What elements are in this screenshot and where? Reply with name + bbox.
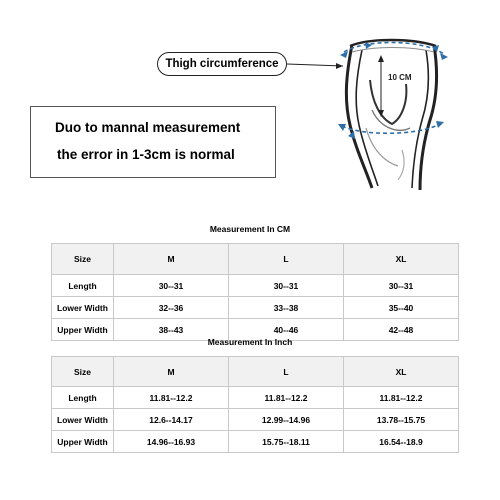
table-row xyxy=(52,275,459,297)
table-row xyxy=(52,409,459,431)
table-inch-title: Measurement In Inch xyxy=(207,337,293,347)
table-cell: 32--36 xyxy=(114,297,229,319)
table-row xyxy=(52,297,459,319)
table-cell: 11.81--12.2 xyxy=(114,387,229,409)
row-label: Lower Width xyxy=(52,409,114,431)
dimension-label: 10 CM xyxy=(388,73,412,82)
table-cell: 11.81--12.2 xyxy=(229,387,344,409)
dimension-arrow-top xyxy=(378,55,384,62)
row-label: Upper Width xyxy=(52,431,114,453)
header-m: M xyxy=(114,357,229,387)
table-cell: 14.96--16.93 xyxy=(114,431,229,453)
top-arrowhead-left xyxy=(340,51,348,58)
table-row xyxy=(52,387,459,409)
header-m: M xyxy=(114,244,229,275)
table-header-row xyxy=(52,357,459,387)
table-cell: 30--31 xyxy=(344,275,459,297)
table-cm-title: Measurement In CM xyxy=(209,224,291,234)
header-size: Size xyxy=(52,357,114,387)
row-label: Length xyxy=(52,387,114,409)
table-cell: 42--48 xyxy=(344,319,459,341)
note-line-1: Duo to mannal measurement xyxy=(55,120,241,135)
size-table-cm xyxy=(51,243,459,341)
table-cell: 15.75--18.11 xyxy=(229,431,344,453)
header-l: L xyxy=(229,244,344,275)
size-table-inch xyxy=(51,356,459,453)
note-line-2: the error in 1-3cm is normal xyxy=(57,147,235,162)
table-header-row xyxy=(52,244,459,275)
thigh-circumference-label: Thigh circumference xyxy=(157,52,287,76)
table-cell: 30--31 xyxy=(114,275,229,297)
top-arrowhead-right xyxy=(440,53,448,60)
table-cell: 13.78--15.75 xyxy=(344,409,459,431)
lower-arrowhead-right xyxy=(436,121,444,128)
table-cell: 16.54--18.9 xyxy=(344,431,459,453)
table-cell: 35--40 xyxy=(344,297,459,319)
table-cell: 12.6--14.17 xyxy=(114,409,229,431)
header-xl: XL xyxy=(344,244,459,275)
measurement-note-box xyxy=(30,106,276,178)
row-label: Upper Width xyxy=(52,319,114,341)
callout-leader-line xyxy=(287,64,343,66)
table-cell: 11.81--12.2 xyxy=(344,387,459,409)
row-label: Lower Width xyxy=(52,297,114,319)
table-cell: 12.99--14.96 xyxy=(229,409,344,431)
sleeve-left-inner-edge xyxy=(356,50,378,186)
table-cell: 30--31 xyxy=(229,275,344,297)
header-l: L xyxy=(229,357,344,387)
table-row xyxy=(52,431,459,453)
header-xl: XL xyxy=(344,357,459,387)
row-label: Length xyxy=(52,275,114,297)
header-size: Size xyxy=(52,244,114,275)
table-cell: 40--46 xyxy=(229,319,344,341)
table-cell: 33--38 xyxy=(229,297,344,319)
table-cell: 38--43 xyxy=(114,319,229,341)
callout-leader-arrowhead xyxy=(336,63,343,69)
